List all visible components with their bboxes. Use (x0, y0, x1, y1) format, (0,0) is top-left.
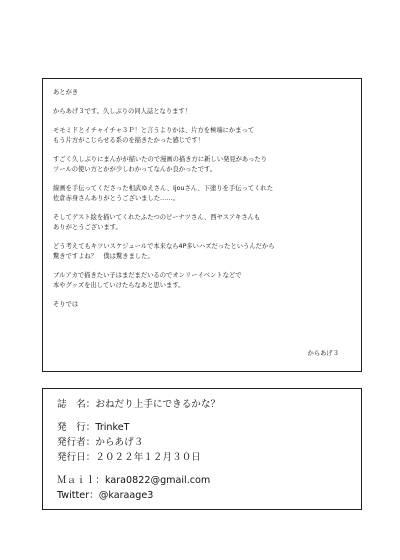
afterword-signature: からあげ３ (307, 350, 339, 357)
colophon-twitter: Twitter：@karaage3 (57, 490, 154, 501)
colophon-spacer (57, 412, 347, 420)
afterword-heading: あとがき (53, 89, 79, 96)
colophon-issuer: 発行者：からあげ３ (57, 437, 144, 448)
colophon-spacer-2 (57, 465, 347, 473)
colophon-date: 発行日：２０２２年１２月３０日 (57, 452, 201, 463)
afterword-box (42, 78, 362, 372)
afterword-paragraph-1: からあげ３です。久しぶりの同人誌となります！ (53, 108, 192, 115)
afterword-paragraph-2: モモミドとイチャイチャ３Ｐ！と言うよりかは、片方を極端にかまって もう片方がこじらせる系のを描きたかった感じです！ (53, 127, 255, 144)
afterword-paragraph-6: どう考えてもキツいスケジュールで本来なら4P多いハズだったというんだから 驚きですよね？ 僕は驚きました。 (53, 243, 275, 260)
afterword-paragraph-3: すごく久しぶりにまんがが描いたので漫画の描き方に新しい発見があったり ツールの使い方とかが少しわかってなんか良かったです。 (53, 156, 268, 173)
colophon-box (42, 388, 362, 510)
afterword-paragraph-4: 線画を手伝ってくださった相武ゆえさん、Ijouさん、下塗りを手伝ってくれた 佐倉赤身さんありがとうございました……。 (53, 185, 274, 202)
colophon-mail: Ｍａｉｌ：kara0822@gmail.com (57, 475, 211, 486)
afterword-paragraph-7: ブルアカで描きたい子はまだまだいるのでオンリーイベントなどで 本やグッズを出していけたらなあと思います。 (53, 272, 242, 289)
afterword-paragraph-8: そりでは (53, 301, 79, 308)
afterword-paragraph-5: そしてゲスト絵を描いてくれたふたつのピーナツさん、西ヤスアキさんも ありがとうございます。 (53, 214, 261, 231)
colophon-publisher: 発 行：TrinkeT (57, 422, 130, 433)
colophon-title: 誌 名：おねだり上手にできるかな？ (57, 399, 221, 410)
